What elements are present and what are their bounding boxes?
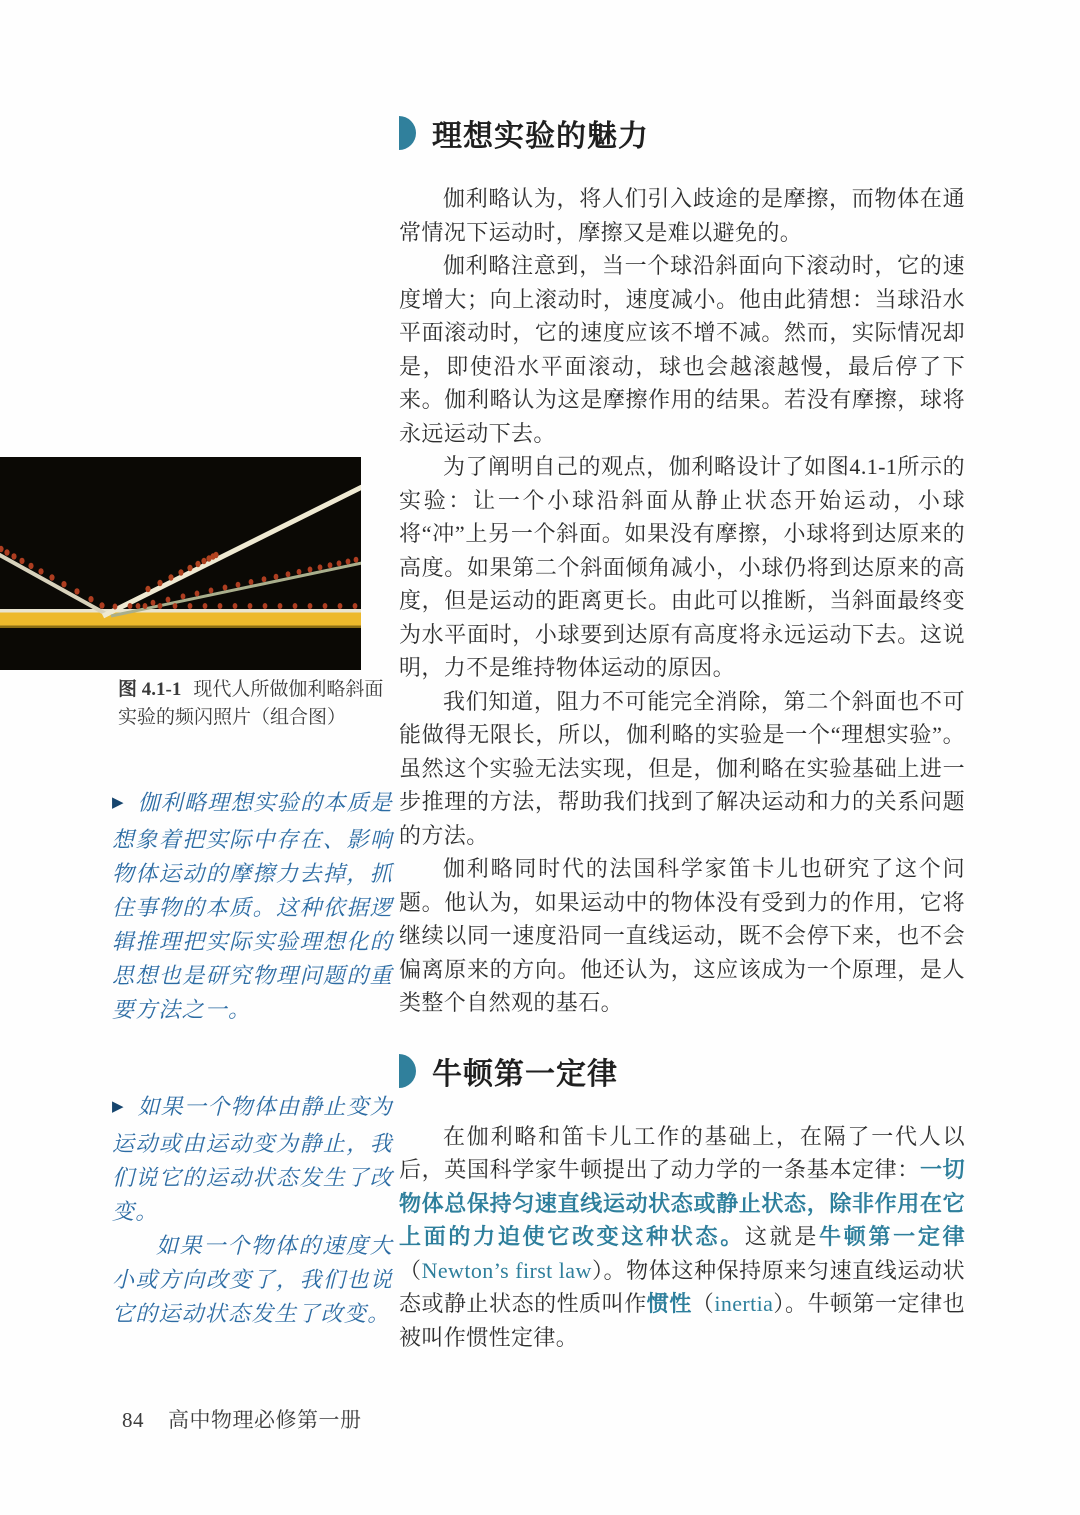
strobe-photo-illustration [0,457,361,670]
triangle-marker-icon: ▶ [112,1099,124,1115]
book-title: 高中物理必修第一册 [168,1408,362,1432]
margin-note-1-paragraph [112,786,393,1027]
run-middle: ）。物体这种保持原来匀速直线运动状态或静止状态的性质叫作 [399,1257,965,1316]
run-english-newtons-first-law: Newton’s first law [421,1257,592,1283]
margin-note-2-paragraph-1 [112,1090,393,1229]
run-paren-open: （ [691,1291,715,1316]
section-heading-text: 牛顿第一定律 [432,1057,618,1091]
margin-note-2 [112,1090,393,1331]
page-footer [122,1404,362,1434]
run-ending: ）。牛顿第一定律也被叫作惯性定律。 [399,1291,965,1350]
run-paren-open: （ [399,1257,422,1283]
figure-caption-label: 图 4.1-1 [118,679,182,700]
body-paragraph: 为了阐明自己的观点，伽利略设计了如图4.1-1所示的实验：让一个小球沿斜面从静止状态开始运动，小球将“冲”上另一个斜面。如果没有摩擦，小球将到达原来的高度。如果第二个斜面倾角减小，小球仍将到达原来的高度，但是运动的距离更长。由此可以推断，当斜面最终变为水平面时，小球要到达原有高度将永远运动下去。这说明，力不是维持物体运动的原因。 [399,454,965,680]
body-paragraph: 伽利略认为，将人们引入歧途的是摩擦，而物体在通常情况下运动时，摩擦又是难以避免的。 [399,186,965,245]
figure-caption [118,676,384,732]
half-circle-icon [399,1054,416,1088]
margin-note-2-text-1: 如果一个物体由静止变为运动或由运动变为静止，我们说它的运动状态发生了改变。 [112,1094,393,1224]
main-column [399,112,965,1354]
section-heading-text: 理想实验的魅力 [432,120,649,153]
figure-photo [0,457,361,670]
run-connector: 这就是 [744,1224,820,1249]
run-intro: 在伽利略和笛卡儿工作的基础上，在隔了一代人以后，英国科学家牛顿提出了动力学的一条基本定律： [399,1123,965,1182]
margin-note-1 [112,786,393,1027]
body-paragraph: 我们知道，阻力不可能完全消除，第二个斜面也不可能做得无限长，所以，伽利略的实验是一个“理想实验”。虽然这个实验无法实现，但是，伽利略在实验基础上进一步推理的方法，帮助我们找到了解决运动和力的关系问题的方法。 [399,688,965,848]
margin-note-2-paragraph-2: 如果一个物体的速度大小或方向改变了，我们也说它的运动状态发生了改变。 [112,1233,393,1326]
section-heading-newtons-first-law [399,1050,965,1092]
body-paragraph: 伽利略注意到，当一个球沿斜面向下滚动时，它的速度增大；向上滚动时，速度减小。他由此猜想：当球沿水平面滚动时，它的速度应该不增不减。然而，实际情况却是，即使沿水平面滚动，球也会越滚越慢，最后停了下来。伽利略认为这是摩擦作用的结果。若没有摩擦，球将永远运动下去。 [399,253,965,446]
section-heading-ideal-experiment [399,112,965,154]
body-paragraph: 伽利略同时代的法国科学家笛卡儿也研究了这个问题。他认为，如果运动中的物体没有受到力的作用，它将继续以同一速度沿同一直线运动，既不会停下来，也不会偏离原来的方向。他还认为，这应该成为一个原理，是人类整个自然观的基石。 [399,856,965,1015]
page-number: 84 [122,1408,144,1432]
run-term-inertia: 惯性 [646,1291,692,1316]
triangle-marker-icon: ▶ [112,795,124,811]
run-law-statement: 一切物体总保持匀速直线运动状态或静止状态，除非作用在它上面的力迫使它改变这种状态。 [399,1157,965,1249]
figure-caption-text: 现代人所做伽利略斜面实验的频闪照片（组合图） [118,679,384,728]
body-paragraph-newton [399,1120,965,1355]
margin-note-1-text: 伽利略理想实验的本质是想象着把实际中存在、影响物体运动的摩擦力去掉，抓住事物的本质。这种依据逻辑推理把实际实验理想化的思想也是研究物理问题的重要方法之一。 [112,790,393,1022]
half-circle-icon [399,116,416,150]
run-english-inertia: inertia [714,1291,774,1316]
run-term-newtons-first-law: 牛顿第一定律 [819,1224,965,1249]
